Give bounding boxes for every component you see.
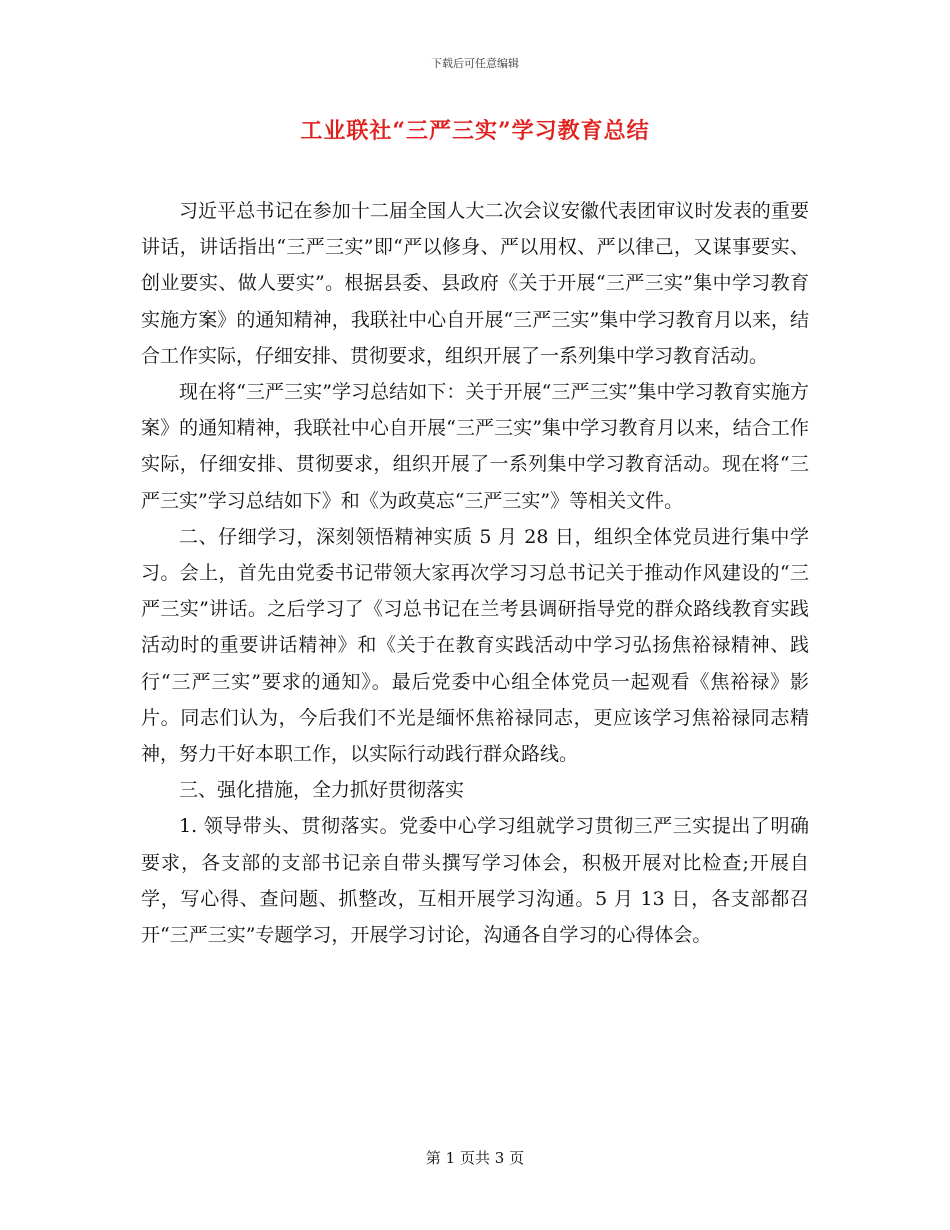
paragraph-intro: 习近平总书记在参加十二届全国人大二次会议安徽代表团审议时发表的重要讲话，讲话指出“三严三实”即“严以修身、严以用权、严以律己，又谋事要实、创业要实、做人要实”。根据县委、县政府《关于开展“三严三实”集中学习教育实施方案》的通知精神，我联社中心自开展“三严三实”集中学习教育月以来，结合工作实际，仔细安排、贯彻要求，组织开展了一系列集中学习教育活动。 (141, 200, 809, 367)
paragraph-summary: 现在将“三严三实”学习总结如下：关于开展“三严三实”集中学习教育实施方案》的通知精神，我联社中心自开展“三严三实”集中学习教育月以来，结合工作实际，仔细安排、贯彻要求，组织开展了一系列集中学习教育活动。现在将“三严三实”学习总结如下》和《为政莫忘“三严三实”》等相关文件。 (141, 381, 809, 512)
paragraph-item-one: 1. 领导带头、贯彻落实。党委中心学习组就学习贯彻三严三实提出了明确要求，各支部的支部书记亲自带头撰写学习体会，积极开展对比检查;开展自学，写心得、查问题、抓整改，互相开展学习沟通。5 月 13 日，各支部都召开“三严三实”专题学习，开展学习讨论，沟通各自学习的心得体会。 (141, 815, 809, 947)
page-number: 第 1 页共 3 页 (425, 1149, 525, 1167)
document-body (141, 193, 809, 953)
paragraph-section-two: 二、仔细学习，深刻领悟精神实质 5 月 28 日，组织全体党员进行集中学习。会上，首先由党委书记带领大家再次学习习总书记关于推动作风建设的“三严三实”讲话。之后学习了《习总书记在兰考县调研指导党的群众路线教育实践活动时的重要讲话精神》和《关于在教育实践活动中学习弘扬焦裕禄精神、践行“三严三实”要求的通知》。最后党委中心组全体党员一起观看《焦裕禄》影片。同志们认为，今后我们不光是缅怀焦裕禄同志，更应该学习焦裕禄同志精神，努力干好本职工作，以实际行动践行群众路线。 (141, 525, 809, 766)
paragraph-section-three-heading: 三、强化措施，全力抓好贯彻落实 (179, 779, 465, 802)
document-title: 工业联社“三严三实”学习教育总结 (300, 118, 650, 144)
header-note: 下载后可任意编辑 (431, 57, 519, 70)
